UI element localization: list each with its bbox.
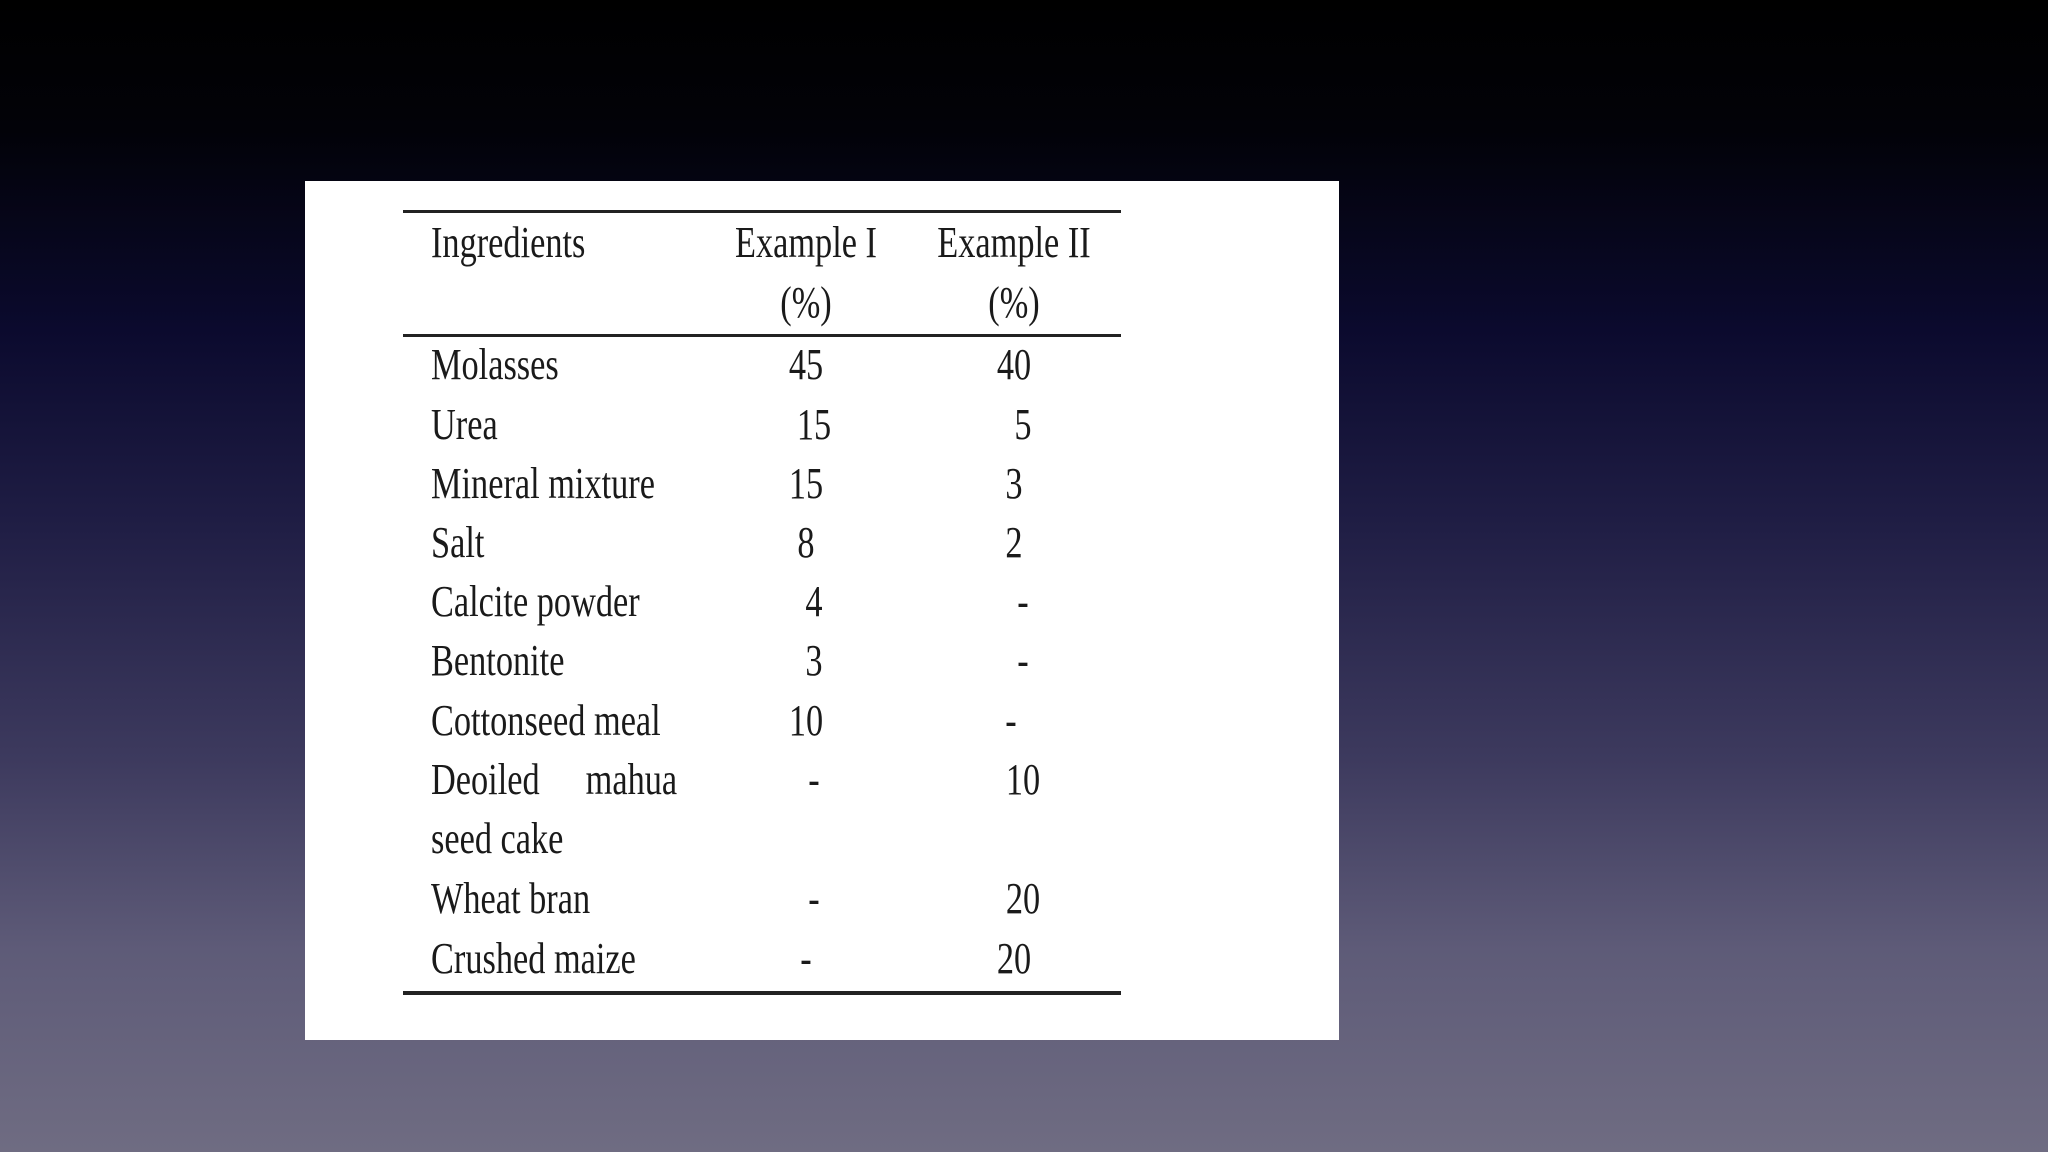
row-ex1-value: - <box>808 755 820 804</box>
row-ex1-value: 15 <box>788 459 824 508</box>
table-bottom-rule <box>403 991 1121 995</box>
row-name-mineral-mixture: Mineral mixture <box>431 459 655 508</box>
row-ex1-value: 4 <box>805 577 823 626</box>
row-name-urea: Urea <box>431 400 498 449</box>
row-name-wheat-bran: Wheat bran <box>431 874 591 923</box>
row-ex2-value: - <box>1017 577 1029 626</box>
row-ex2-value: 5 <box>1014 400 1032 449</box>
row-ex1-value: 10 <box>788 696 824 745</box>
header-example-2-title: Example II <box>937 218 1091 267</box>
row-ex2-value: 3 <box>1005 459 1023 508</box>
row-ex2-value: 20 <box>996 934 1032 983</box>
header-example-2-unit: (%) <box>988 278 1040 327</box>
row-ex2-value: - <box>1005 696 1017 745</box>
row-name-molasses: Molasses <box>431 340 559 389</box>
row-name-deoiled-mahua: Deoiled mahua <box>431 755 678 804</box>
header-example-1-title: Example I <box>735 218 877 267</box>
row-ex1-value: 15 <box>796 400 832 449</box>
table-image <box>305 181 1339 1040</box>
row-ex2-value: 10 <box>1005 755 1041 804</box>
row-name-cottonseed-meal: Cottonseed meal <box>431 696 661 745</box>
row-ex2-value: 20 <box>1005 874 1041 923</box>
row-ex1-value: 8 <box>797 518 815 567</box>
row-ex1-value: 3 <box>805 636 823 685</box>
row-ex2-value: 40 <box>996 340 1032 389</box>
row-name-calcite-powder: Calcite powder <box>431 577 640 626</box>
header-ingredients: Ingredients <box>431 218 586 267</box>
row-name-seed-cake: seed cake <box>431 814 564 863</box>
row-ex1-value: - <box>800 934 812 983</box>
row-ex2-value: - <box>1017 636 1029 685</box>
row-name-salt: Salt <box>431 518 485 567</box>
row-ex1-value: - <box>808 874 820 923</box>
header-example-1-unit: (%) <box>780 278 832 327</box>
row-ex2-value: 2 <box>1005 518 1023 567</box>
row-name-crushed-maize: Crushed maize <box>431 934 636 983</box>
row-ex1-value: 45 <box>788 340 824 389</box>
row-name-bentonite: Bentonite <box>431 636 565 685</box>
